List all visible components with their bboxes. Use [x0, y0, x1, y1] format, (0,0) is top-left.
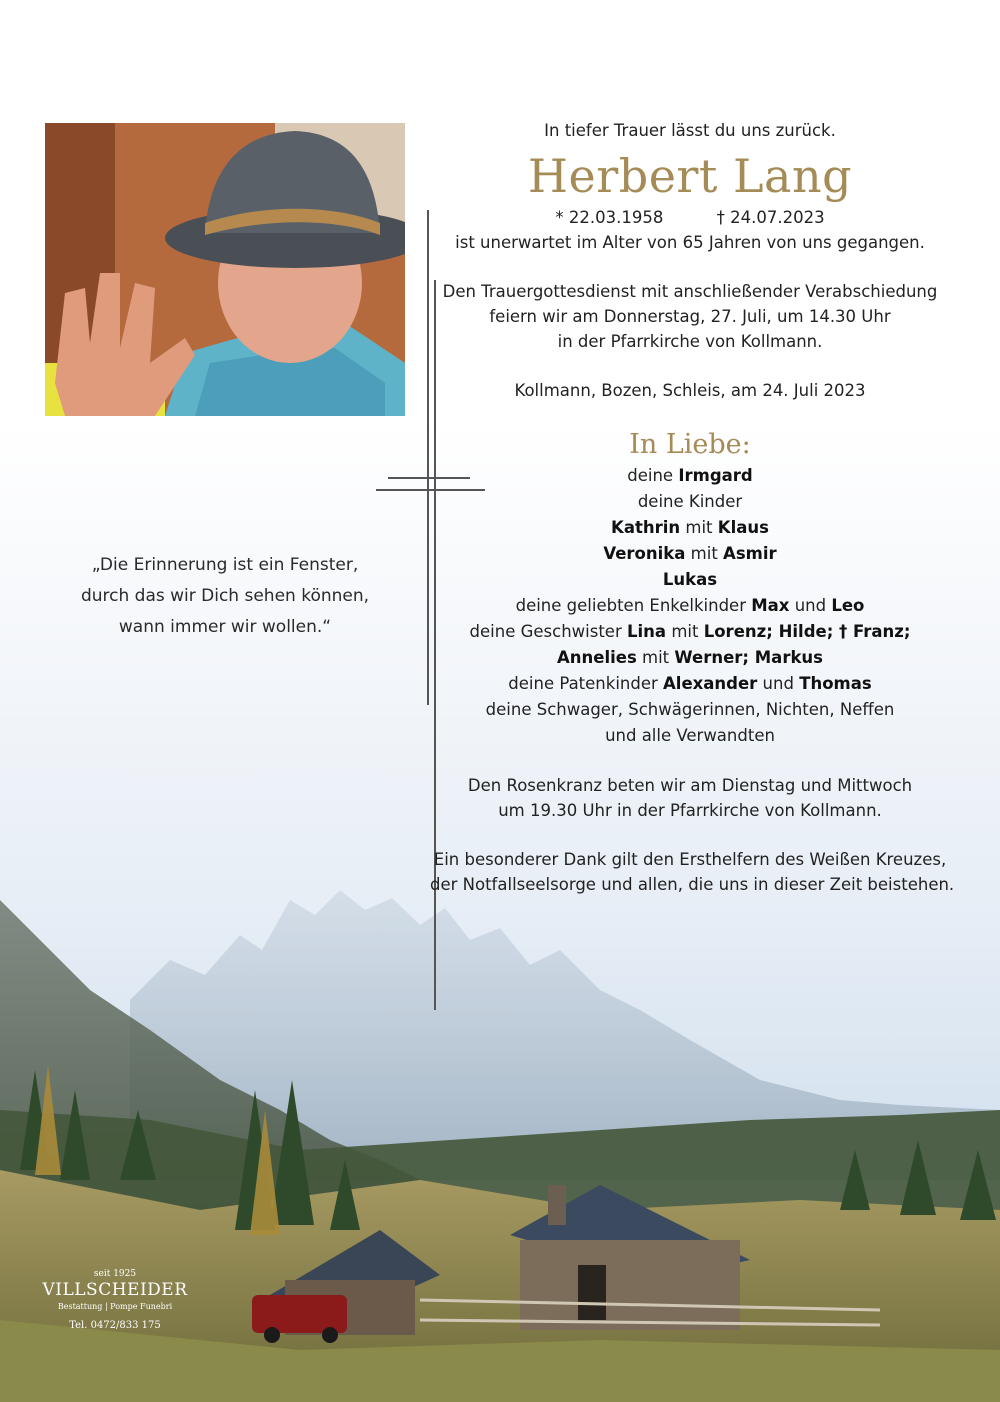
portrait-photo — [45, 123, 405, 416]
thanks-line: der Notfallseelsorge und allen, die uns in dieser Zeit beistehen. — [430, 875, 955, 894]
logo-phone: Tel. 0472/833 175 — [69, 1320, 161, 1331]
deceased-name: Herbert Lang — [527, 149, 853, 203]
family-line: Lukas — [662, 570, 718, 589]
thanks-line: Ein besonderer Dank gilt den Ersthelfern des Weißen Kreuzes, — [433, 850, 947, 869]
age-line: ist unerwartet im Alter von 65 Jahren von uns gegangen. — [455, 233, 925, 252]
quote-line: wann immer wir wollen.“ — [118, 617, 332, 637]
family-line: deine Patenkinder Alexander und Thomas — [508, 674, 872, 693]
family-line: deine Geschwister Lina mit Lorenz; Hilde; † Franz; — [469, 622, 911, 641]
family-line: Annelies mit Werner; Markus — [556, 648, 823, 667]
quote-line: durch das wir Dich sehen können, — [80, 586, 370, 606]
family-line: Kathrin mit Klaus — [611, 518, 769, 537]
family-line: deine Irmgard — [627, 466, 753, 485]
death-date: † 24.07.2023 — [716, 208, 825, 227]
rosary-line: um 19.30 Uhr in der Pfarrkirche von Kollmann. — [498, 801, 882, 820]
rosary-line: Den Rosenkranz beten wir am Dienstag und Mittwoch — [467, 776, 913, 795]
birth-date: * 22.03.1958 — [555, 208, 664, 227]
logo-brand: VILLSCHEIDER — [42, 1280, 188, 1300]
announcement-column — [430, 118, 955, 897]
place-date: Kollmann, Bozen, Schleis, am 24. Juli 2023 — [514, 381, 866, 400]
family-line: Veronika mit Asmir — [603, 544, 777, 563]
life-dates — [430, 205, 950, 230]
family-line: deine Kinder — [637, 492, 743, 511]
logo-subtitle: Bestattung | Pompe Funebri — [57, 1302, 173, 1311]
intro-line: In tiefer Trauer lässt du uns zurück. — [544, 121, 836, 140]
quote-block — [60, 550, 390, 643]
service-line: in der Pfarrkirche von Kollmann. — [557, 332, 823, 351]
family-heading: In Liebe: — [629, 429, 751, 460]
service-line: feiern wir am Donnerstag, 27. Juli, um 14.30 Uhr — [489, 307, 891, 326]
quote-line: „Die Erinnerung ist ein Fenster, — [91, 555, 359, 575]
family-list — [430, 463, 950, 749]
family-line: und alle Verwandten — [605, 726, 775, 745]
service-line: Den Trauergottesdienst mit anschließender Verabschiedung — [442, 282, 938, 301]
logo-since: seit 1925 — [93, 1269, 137, 1279]
funeral-home-logo — [40, 1268, 190, 1334]
family-line: deine Schwager, Schwägerinnen, Nichten, Neffen — [485, 700, 895, 719]
family-line: deine geliebten Enkelkinder Max und Leo — [515, 596, 865, 615]
